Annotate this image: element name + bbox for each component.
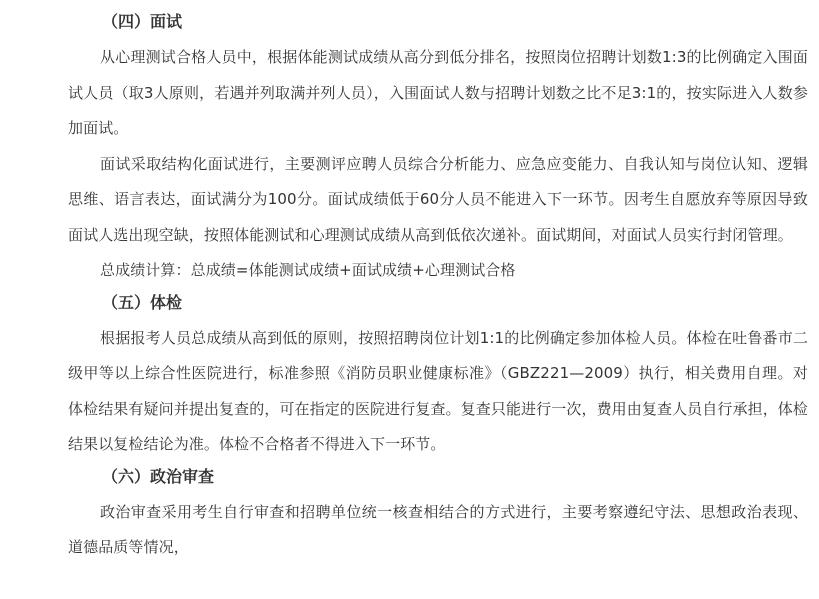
section-heading-physical-exam: （五）体检 [102,292,183,312]
section-heading-political-review: （六）政治审查 [102,466,215,486]
paragraph-political-review: 政治审查采用考生自行审查和招聘单位统一核查相结合的方式进行，主要考察遵纪守法、思想政治表现、道德品质等情况， [68,502,808,556]
paragraph-interview-selection: 从心理测试合格人员中，根据体能测试成绩从高分到低分排名，按照岗位招聘计划数1:3的比例确定入围面试人员（取3人原则，若遇并列取满并列人员），入围面试人数与招聘计划数之比不足3:1的，按实际进入人数参加面试。 [68,48,808,137]
paragraph-total-score: 总成绩计算：总成绩=体能测试成绩+面试成绩+心理测试合格 [100,261,516,279]
paragraph-physical-exam: 根据报考人员总成绩从高到低的原则，按照招聘岗位计划1:1的比例确定参加体检人员。体检在吐鲁番市二级甲等以上综合性医院进行，标准参照《消防员职业健康标准》（GBZ221—2009）执行，相关费用自理。对体检结果有疑问并提出复查的，可在指定的医院进行复查。复查只能进行一次，费用由复查人员自行承担，体检结果以复检结论为准。体检不合格者不得进入下一环节。 [68,328,808,453]
section-heading-interview: （四）面试 [102,12,183,31]
paragraph-interview-method: 面试采取结构化面试进行，主要测评应聘人员综合分析能力、应急应变能力、自我认知与岗位认知、逻辑思维、语言表达，面试满分为100分。面试成绩低于60分人员不能进入下一环节。因考生自愿放弃等原因导致面试人选出现空缺，按照体能测试和心理测试成绩从高到低依次递补。面试期间，对面试人员实行封闭管理。 [68,154,808,244]
document-body [68,6,808,566]
